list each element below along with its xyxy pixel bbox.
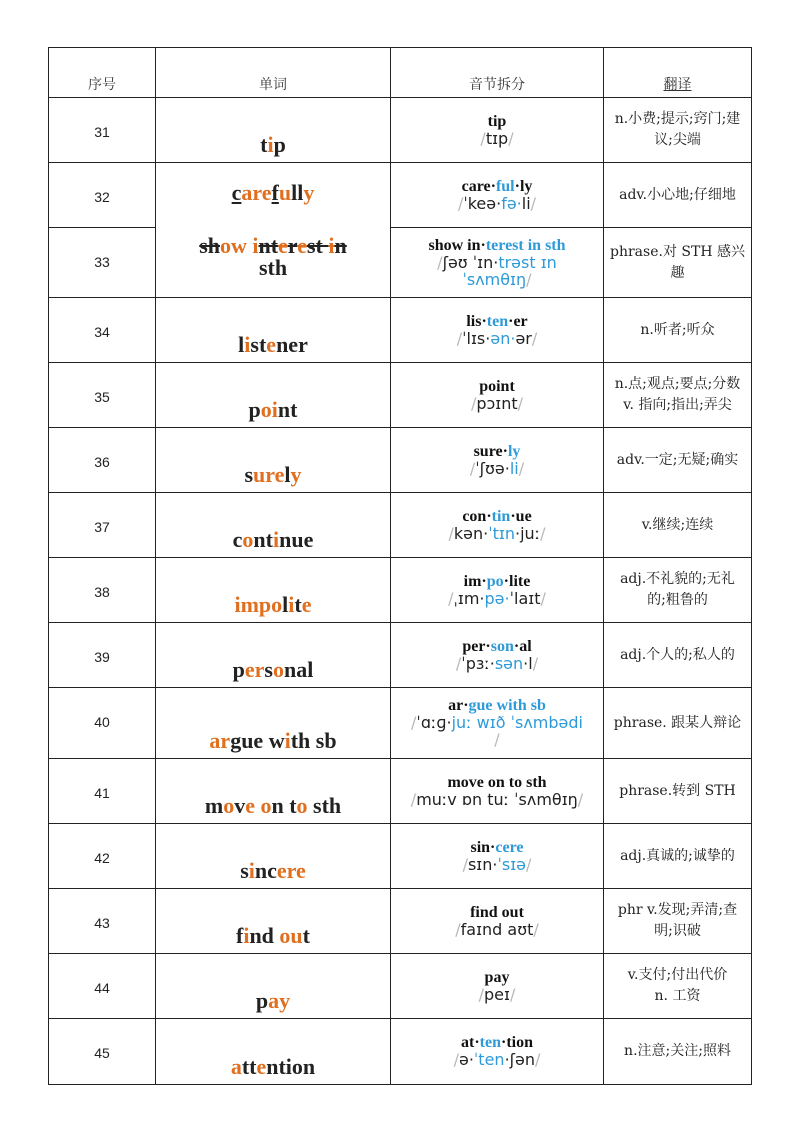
syllable-cell: tip /tɪp/ <box>391 98 604 163</box>
row-number: 34 <box>49 298 156 363</box>
table-row <box>49 363 752 428</box>
translation-cell: v.支付;付出代价 n. 工资 <box>604 954 752 1019</box>
row-number: 42 <box>49 824 156 889</box>
syllable-cell: per·son·al /ˈpɜː·sən·l/ <box>391 623 604 688</box>
translation-cell: n.小费;提示;窍门;建 议;尖端 <box>604 98 752 163</box>
word-cell: tip <box>156 98 391 163</box>
syllable-cell: im·po·lite /ˌɪm·pə·ˈlaɪt/ <box>391 558 604 623</box>
translation-cell: phrase.转到 STH <box>604 759 752 824</box>
header-num: 序号 <box>49 48 156 98</box>
translation-cell: n.点;观点;要点;分数 v. 指向;指出;弄尖 <box>604 363 752 428</box>
row-number: 37 <box>49 493 156 558</box>
table-row <box>49 228 752 298</box>
header-translation: 翻译 <box>604 48 752 98</box>
syllable-cell: sin·cere /sɪn·ˈsɪə/ <box>391 824 604 889</box>
translation-cell: adv.小心地;仔细地 <box>604 163 752 228</box>
syllable-cell: sure·ly /ˈʃʊə·li/ <box>391 428 604 493</box>
word-cell: impolite <box>156 558 391 623</box>
word-cell: surely <box>156 428 391 493</box>
row-number: 43 <box>49 889 156 954</box>
syllable-cell: point /pɔɪnt/ <box>391 363 604 428</box>
syllable-cell: at·ten·tion /ə·ˈten·ʃən/ <box>391 1019 604 1085</box>
syllable-cell: show in·terest in sth /ʃəʊ ˈɪn·trəst ɪn ˈsʌmθɪŋ/ <box>391 228 604 298</box>
translation-cell: phr v.发现;弄清;查 明;识破 <box>604 889 752 954</box>
translation-cell: adj.真诚的;诚挚的 <box>604 824 752 889</box>
table-row <box>49 1019 752 1085</box>
table-row <box>49 759 752 824</box>
row-number: 32 <box>49 163 156 228</box>
word-cell: continue <box>156 493 391 558</box>
translation-cell: adv.一定;无疑;确实 <box>604 428 752 493</box>
table-row <box>49 954 752 1019</box>
table-row <box>49 98 752 163</box>
syllable-cell: move on to sth /muːv ɒn tuː ˈsʌmθɪŋ/ <box>391 759 604 824</box>
row-number: 35 <box>49 363 156 428</box>
translation-cell: n.注意;关注;照料 <box>604 1019 752 1085</box>
word-cell: argue with sb <box>156 688 391 759</box>
table-row <box>49 558 752 623</box>
translation-cell: adj.不礼貌的;无礼 的;粗鲁的 <box>604 558 752 623</box>
word-cell: listener <box>156 298 391 363</box>
syllable-cell: pay /peɪ/ <box>391 954 604 1019</box>
syllable-cell: find out /faɪnd aʊt/ <box>391 889 604 954</box>
translation-cell: phrase.对 STH 感兴 趣 <box>604 228 752 298</box>
syllable-cell: ar·gue with sb /ˈɑːɡ·juː wɪð ˈsʌmbədi / <box>391 688 604 759</box>
word-cell: move on to sth <box>156 759 391 824</box>
word-cell: find out <box>156 889 391 954</box>
word-cell: point <box>156 363 391 428</box>
row-number: 38 <box>49 558 156 623</box>
translation-cell: adj.个人的;私人的 <box>604 623 752 688</box>
header-word: 单词 <box>156 48 391 98</box>
row-number: 44 <box>49 954 156 1019</box>
row-number: 31 <box>49 98 156 163</box>
header-syllable: 音节拆分 <box>391 48 604 98</box>
row-number: 36 <box>49 428 156 493</box>
table-row <box>49 824 752 889</box>
syllable-cell: con·tin·ue /kən·ˈtɪn·juː/ <box>391 493 604 558</box>
syllable-cell: lis·ten·er /ˈlɪs·ən·ər/ <box>391 298 604 363</box>
word-cell-merged: carefully show interest in sth <box>156 163 391 298</box>
word-cell: sincere <box>156 824 391 889</box>
row-number: 33 <box>49 228 156 298</box>
row-number: 41 <box>49 759 156 824</box>
row-number: 39 <box>49 623 156 688</box>
table-row <box>49 298 752 363</box>
table-row <box>49 688 752 759</box>
table-row <box>49 493 752 558</box>
word-cell: pay <box>156 954 391 1019</box>
syllable-cell: care·ful·ly /ˈkeə·fə·li/ <box>391 163 604 228</box>
table-row <box>49 163 752 228</box>
word-cell: attention <box>156 1019 391 1085</box>
translation-cell: phrase. 跟某人辩论 <box>604 688 752 759</box>
row-number: 40 <box>49 688 156 759</box>
row-number: 45 <box>49 1019 156 1085</box>
vocabulary-table <box>48 47 752 1085</box>
header-row <box>49 48 752 98</box>
table-row <box>49 889 752 954</box>
table-row <box>49 623 752 688</box>
translation-cell: v.继续;连续 <box>604 493 752 558</box>
word-cell: personal <box>156 623 391 688</box>
translation-cell: n.听者;听众 <box>604 298 752 363</box>
table-row <box>49 428 752 493</box>
